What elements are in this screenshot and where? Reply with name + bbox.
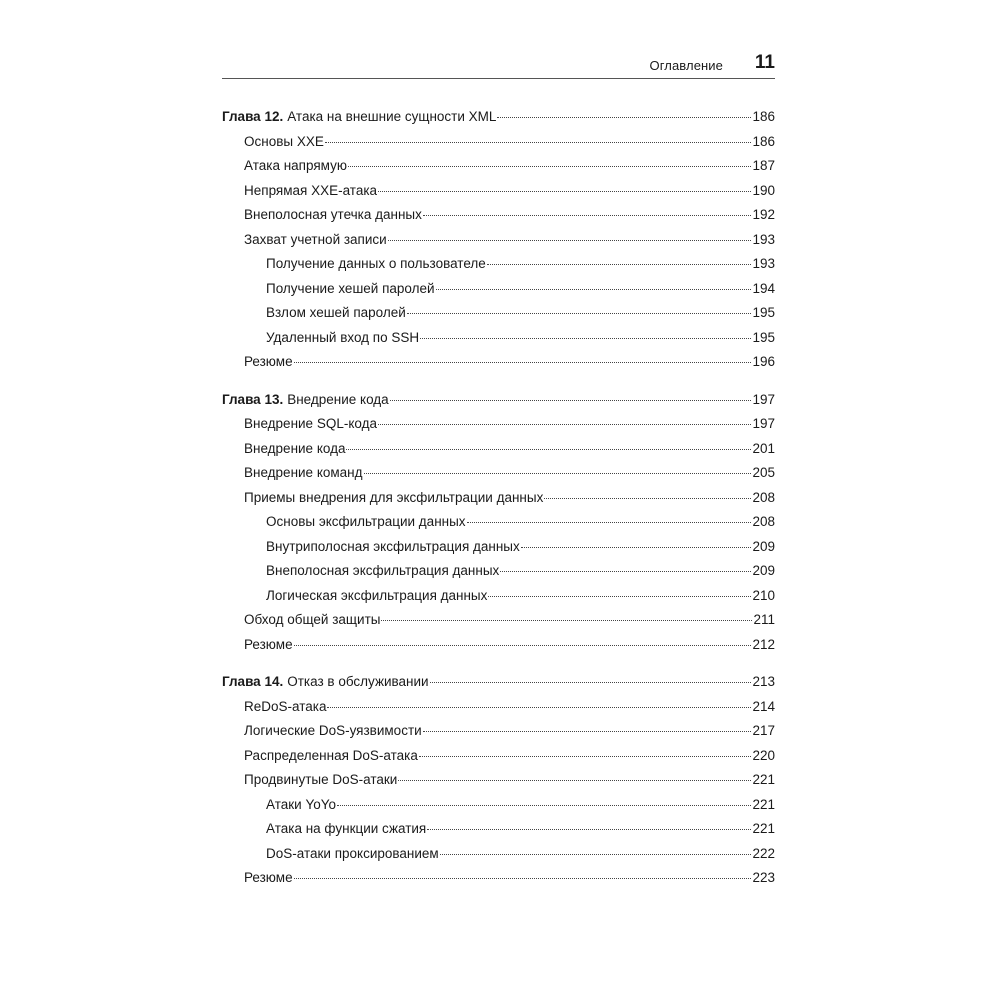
toc-section-entry[interactable] [222, 352, 775, 377]
dot-leader [390, 400, 752, 401]
dot-leader [430, 682, 752, 683]
toc-subsection-entry[interactable] [222, 819, 775, 844]
toc-page-number: 187 [752, 158, 775, 173]
toc-chapter-block [222, 107, 775, 377]
toc-page-number: 205 [752, 465, 775, 480]
header-rule [222, 78, 775, 79]
toc-subsection-entry[interactable] [222, 512, 775, 537]
toc-section-entry[interactable] [222, 770, 775, 795]
toc-section-entry[interactable] [222, 181, 775, 206]
toc-section-entry[interactable] [222, 439, 775, 464]
toc-page-number: 190 [752, 182, 775, 198]
toc-entry-title: Распределенная DoS-атака [244, 747, 418, 763]
toc-page-number: 197 [752, 391, 775, 407]
toc-page-number: 211 [753, 612, 775, 627]
toc-entry-title: Непрямая XXE-атака [244, 182, 378, 198]
dot-leader [419, 756, 752, 757]
toc-page-number: 213 [752, 674, 775, 689]
toc-page-number: 217 [752, 723, 775, 738]
toc-entry-title: Внеполосная эксфильтрация данных [266, 563, 500, 578]
toc-subsection-entry[interactable] [222, 279, 775, 304]
dot-leader [364, 473, 752, 474]
toc-chapter-block [222, 390, 775, 660]
dot-leader [423, 731, 752, 732]
toc-page-number: 212 [752, 636, 775, 652]
toc-subsection-entry[interactable] [222, 561, 775, 586]
toc-page-number: 222 [752, 845, 775, 861]
toc-subsection-entry[interactable] [222, 795, 775, 820]
toc-section-entry[interactable] [222, 610, 775, 635]
toc-entry-title: Атаки YoYo [266, 796, 336, 812]
toc-section-entry[interactable] [222, 635, 775, 660]
chapter-title: Атака на внешние сущности XML [287, 109, 497, 124]
toc-subsection-entry[interactable] [222, 328, 775, 353]
dot-leader [427, 829, 751, 830]
toc-page-number: 201 [752, 440, 775, 456]
dot-leader [378, 191, 751, 192]
running-header-title: Оглавление [649, 58, 723, 73]
toc-page-number: 197 [752, 416, 775, 431]
toc-chapter-entry[interactable] [222, 672, 775, 697]
toc-entry-title: Атака на функции сжатия [266, 821, 427, 836]
toc-entry-title: DoS-атаки проксированием [266, 845, 439, 861]
chapter-title: Внедрение кода [287, 391, 389, 407]
dot-leader [294, 878, 752, 879]
toc-section-entry[interactable] [222, 156, 775, 181]
toc-page-number: 221 [752, 796, 775, 812]
dot-leader [436, 289, 752, 290]
toc-section-entry[interactable] [222, 463, 775, 488]
dot-leader [398, 780, 751, 781]
dot-leader [327, 707, 751, 708]
dot-leader [346, 449, 751, 450]
toc-entry-title: Удаленный вход по SSH [266, 329, 420, 345]
toc-subsection-entry[interactable] [222, 844, 775, 869]
toc-page-number: 186 [752, 133, 775, 149]
toc-subsection-entry[interactable] [222, 586, 775, 611]
page-number: 11 [754, 52, 775, 73]
toc-subsection-entry[interactable] [222, 303, 775, 328]
dot-leader [348, 166, 752, 167]
dot-leader [420, 338, 751, 339]
toc-chapter-block [222, 672, 775, 893]
toc-section-entry[interactable] [222, 205, 775, 230]
toc-entry-title: Захват учетной записи [244, 231, 387, 247]
toc-page-number: 196 [752, 354, 775, 369]
dot-leader [407, 313, 752, 314]
running-header [222, 52, 775, 78]
dot-leader [467, 522, 752, 523]
dot-leader [388, 240, 752, 241]
toc-page-number: 194 [752, 280, 775, 296]
toc-page-number: 221 [752, 821, 775, 836]
toc-page-number: 221 [752, 772, 775, 787]
toc-section-entry[interactable] [222, 414, 775, 439]
toc-page-number: 186 [752, 109, 775, 124]
dot-leader [337, 805, 751, 806]
toc-page-number: 192 [752, 207, 775, 222]
dot-leader [381, 620, 752, 621]
toc-section-entry[interactable] [222, 230, 775, 255]
toc-page-number: 208 [752, 514, 775, 529]
toc-entry-title: Внедрение команд [244, 465, 363, 480]
dot-leader [488, 596, 751, 597]
chapter-number: Глава 12. [222, 109, 284, 124]
toc-entry-title: Обход общей защиты [244, 612, 381, 627]
toc-entry-title: Основы XXE [244, 133, 324, 149]
toc-section-entry[interactable] [222, 721, 775, 746]
toc-entry-title: Основы эксфильтрации данных [266, 514, 466, 529]
dot-leader [423, 215, 752, 216]
toc-entry-title: Внутриполосная эксфильтрация данных [266, 538, 520, 554]
toc-page-number: 209 [752, 538, 775, 554]
toc-entry-title: Приемы внедрения для эксфильтрации данных [244, 489, 544, 505]
chapter-title: Отказ в обслуживании [287, 674, 429, 689]
toc-entry-title: Логические DoS-уязвимости [244, 723, 422, 738]
toc-section-entry[interactable] [222, 868, 775, 893]
toc-chapter-entry[interactable] [222, 390, 775, 415]
dot-leader [378, 424, 751, 425]
toc-entry-title: Получение данных о пользователе [266, 256, 486, 271]
dot-leader [294, 645, 752, 646]
dot-leader [544, 498, 751, 499]
toc-page-number: 214 [752, 698, 775, 714]
toc-section-entry[interactable] [222, 746, 775, 771]
dot-leader [521, 547, 752, 548]
toc-entry-title: Резюме [244, 870, 293, 885]
toc-section-entry[interactable] [222, 488, 775, 513]
toc-page-number: 220 [752, 747, 775, 763]
toc-entry-title: Логическая эксфильтрация данных [266, 587, 488, 603]
toc-entry-title: Внедрение SQL-кода [244, 416, 377, 431]
toc-entry-title: ReDoS-атака [244, 698, 327, 714]
table-of-contents [222, 107, 775, 893]
toc-page-number: 208 [752, 489, 775, 505]
toc-page-number: 193 [752, 231, 775, 247]
dot-leader [487, 264, 752, 265]
toc-entry-title: Резюме [244, 636, 293, 652]
dot-leader [497, 117, 751, 118]
toc-page-number: 195 [752, 329, 775, 345]
toc-entry-title: Внеполосная утечка данных [244, 207, 422, 222]
toc-entry-title: Взлом хешей паролей [266, 305, 406, 320]
toc-section-entry[interactable] [222, 697, 775, 722]
dot-leader [294, 362, 752, 363]
dot-leader [325, 142, 752, 143]
toc-page-number: 195 [752, 305, 775, 320]
toc-entry-title: Атака напрямую [244, 158, 347, 173]
toc-page-number: 209 [752, 563, 775, 578]
chapter-number: Глава 14. [222, 674, 284, 689]
toc-subsection-entry[interactable] [222, 537, 775, 562]
toc-entry-title: Получение хешей паролей [266, 280, 435, 296]
toc-entry-title: Резюме [244, 354, 293, 369]
toc-entry-title: Продвинутые DoS-атаки [244, 772, 398, 787]
toc-subsection-entry[interactable] [222, 254, 775, 279]
toc-page-number: 210 [752, 587, 775, 603]
toc-page-number: 193 [752, 256, 775, 271]
dot-leader [500, 571, 751, 572]
toc-entry-title: Внедрение кода [244, 440, 346, 456]
toc-chapter-entry[interactable] [222, 107, 775, 132]
dot-leader [440, 854, 752, 855]
toc-page-number: 223 [752, 870, 775, 885]
chapter-number: Глава 13. [222, 391, 284, 407]
toc-section-entry[interactable] [222, 132, 775, 157]
